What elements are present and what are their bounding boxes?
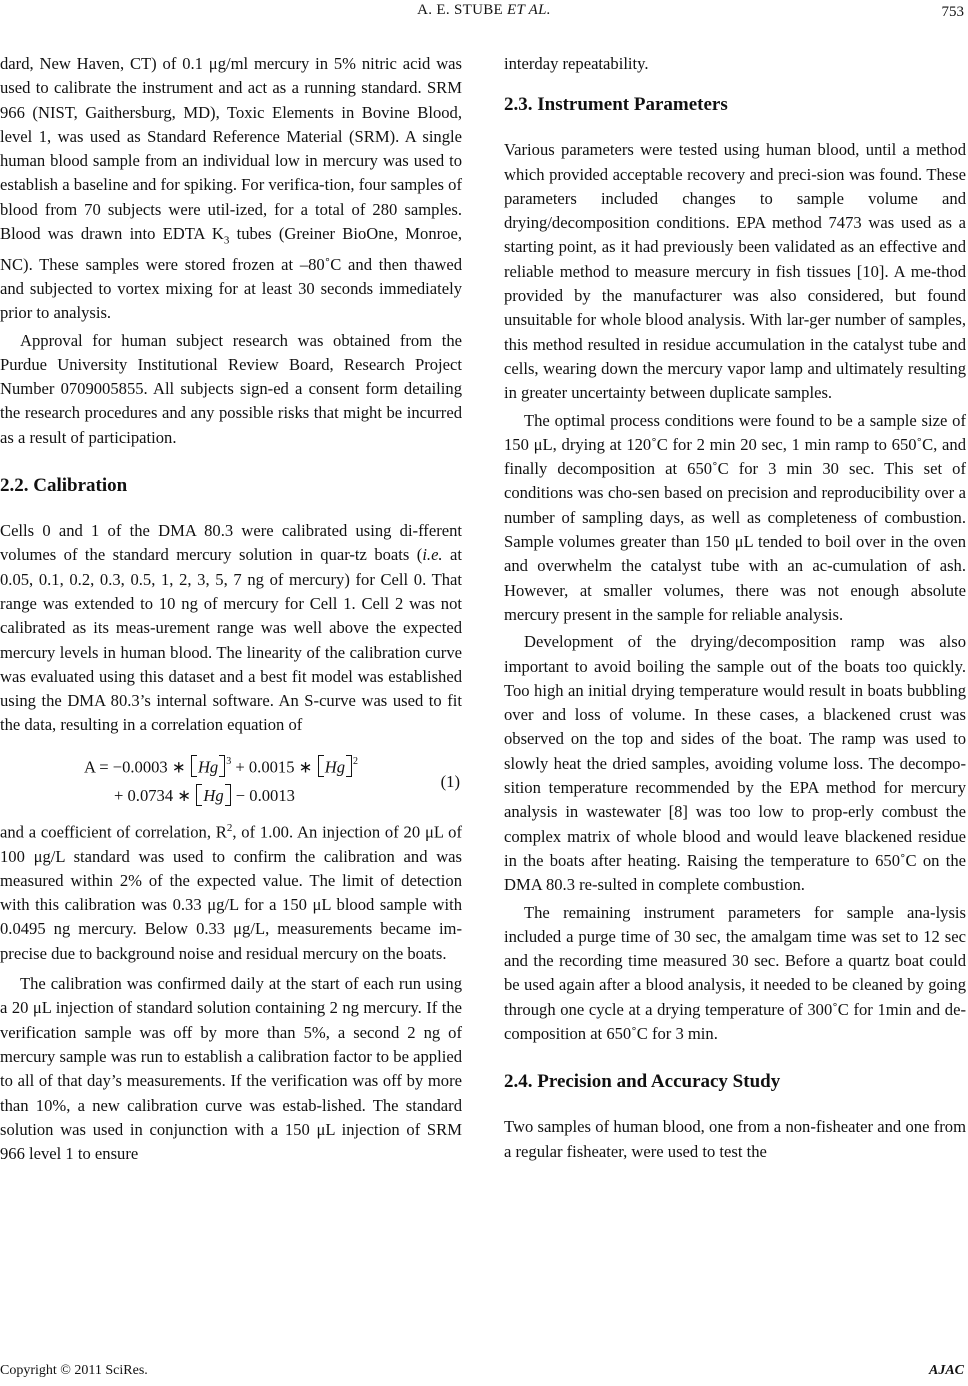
paragraph: The calibration was confirmed daily at the start of each run using a 20 μL injection of standard solution containing 2 ng mercury. If the verification sample was off by more than 5%, a second 2 ng of mercury sample was run to establish a calibration factor to be applied to all of that day’s measurements. If the verification was off by more than 10%, a new calibration curve was estab-lished. The standard solution was used in conjunction with a 150 μL injection of SRM 966 level 1 to ensure (0, 974, 462, 1164)
paragraph: The remaining instrument parameters for sample ana-lysis included a purge time of 30 sec, the amalgam time was set to 12 sec and the recording time measured 30 sec. Before a quartz boat could be used again after a blood analysis, it needed to be cleaned by going through one cycle at a drying temperature of 300˚C for 1min and de-composition at 650˚C for 3 min. (504, 902, 966, 1043)
left-column (0, 52, 462, 1166)
paragraph: dard, New Haven, CT) of 0.1 μg/ml mercury in 5% nitric acid was used to calibrate the instrument and act as a running standard. SRM 966 (NIST, Gaithersburg, MD), Toxic Elements in Bovine Blood, level 1, was used as Standard Reference Material (SRM). A single human blood sample from an individual low in mercury was used to establish a baseline and for spiking. For verifica-tion, four samples of blood from 70 subjects were util-ized, for a total of 280 samples. Blood was drawn into EDTA $K_3$ tubes (Greiner BioOne, Monroe, NC). These samples were stored frozen at –80˚C and then thawed and subjected to vortex mixing for at least 30 seconds immediately prior to analysis. (0, 54, 462, 323)
equation-1: A = −0.0003 ∗ Hg $^3$ + 0.0015 ∗ Hg $^2$ + 0.0734 ∗ Hg − 0.0013 (1) (84, 755, 460, 805)
running-header (0, 2, 968, 19)
paragraph: The optimal process conditions were found to be a sample size of 150 μL, drying at 120˚C for 2 min 20 sec, 1 min ramp to 650˚C, and finally decomposition at 650˚C for 3 min 30 sec. This set of conditions was cho-sen based on precision and reproducibility over a number of sampling days, as well as completeness of combustion. Sample volumes greater than 150 μL tended to boil over in the oven and overwhelm the catalyst tube with an ac-cumulation of ash. However, at smaller volumes, there was not enough absolute mercury present in the sample for reliable analysis. (504, 410, 966, 624)
paragraph: Various parameters were tested using human blood, until a method which provided acceptable recovery and preci-sion was found. These parameters included changes to sample volume and drying/decomposition conditions. EPA method 7473 was used as a starting point, as it had previously been validated as an effective and reliable method to measure mercury in fish tissues [10]. A me-thod provided by the manufacturer was also considered, but found unsuitable for whole blood analysis. With lar-ger number of samples, this method resulted in residue accumulation in the catalyst tube and cells, wearing down the mercury vapor lamp and ultimately resulting in greater uncertainty between duplicate samples. (504, 140, 966, 403)
header-et-al: ET AL. (507, 2, 551, 18)
section-heading-precision-accuracy: 2.4. Precision and Accuracy Study (504, 1071, 781, 1093)
paragraph: Cells 0 and 1 of the DMA 80.3 were calibrated using di-fferent volumes of the standard mercury solution in quar-tz boats (i.e. at 0.05, 0.1, 0.2, 0.3, 0.5, 1, 2, 3, 5, 7 ng of mercury) for Cell 0. That range was extended to 10 ng of mercury for Cell 1. Cell 2 was not calibrated as its meas-urement range was well above the expected mercury levels in human blood. The linearity of the calibration curve was evaluated using this dataset and a best fit model was established using the DMA 80.3’s internal software. An S-curve was used to fit the data, resulting in a correlation equation of (0, 521, 463, 735)
section-heading-instrument-parameters: 2.3. Instrument Parameters (504, 94, 728, 116)
paragraph: Approval for human subject research was obtained from the Purdue University Institutional Review Board, Research Project Number 0709005855. All subjects sign-ed a consent form detailing the research procedures and any possible risks that might be incurred as a result of participation. (0, 330, 462, 447)
paragraph: interday repeatability. (504, 54, 649, 73)
page-footer (0, 1363, 968, 1379)
journal-abbrev: AJAC (928, 1363, 964, 1378)
equation-number: (1) (440, 771, 460, 791)
paragraph: Two samples of human blood, one from a non-fisheater and one from a regular fisheater, were used to test the (504, 1117, 966, 1161)
section-heading-calibration: 2.2. Calibration (0, 475, 128, 497)
right-column (504, 52, 966, 1164)
page-number: 753 (941, 4, 964, 20)
copyright-notice: Copyright © 2011 SciRes. (0, 1363, 148, 1378)
paragraph: Development of the drying/decomposition ramp was also important to avoid boiling the sample out of the boats too quickly. Too high an initial drying temperature would result in boats bubbling over and loss of volume. In these cases, a blackened crust was observed on the top and sides of the boat. The ramp was used to slowly heat the dried samples, avoiding volume loss. The decompo-sition temperature recommended by the EPA method for mercury analysis in wastewater [8] was too low to prop-erly combust the complex matrix of whole blood and would leave blackened residue in the boats after heating. Raising the temperature to 650˚C on the DMA 80.3 re-sulted in complete combustion. (504, 632, 966, 895)
header-authors: A. E. STUBE (417, 2, 503, 18)
paragraph: and a coefficient of correlation, $R^2$, of 1.00. An injection of 20 μL of 100 μg/L standard was used to confirm the calibration and was measured within 2% of the expected value. The limit of detection with this calibration was 0.33 μg/L for a 150 μL blood sample with 0.0495 ng mercury. Below 0.33 μg/L, measurements became im-precise due to background noise and residual mercury on the boats. (0, 821, 462, 963)
